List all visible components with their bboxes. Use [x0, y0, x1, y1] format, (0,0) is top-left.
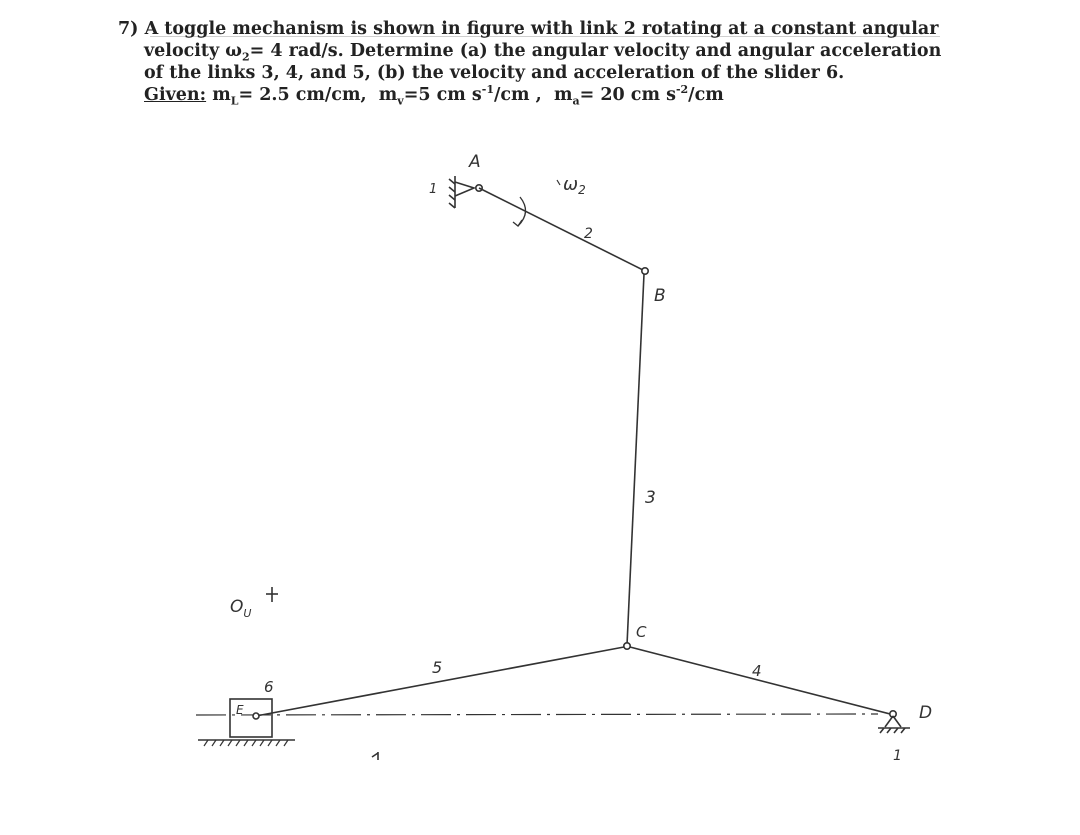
- label-e: E: [236, 703, 244, 717]
- label-link-2: 2: [584, 226, 593, 242]
- pin-b: [642, 268, 648, 274]
- problem-number: 7): [118, 19, 139, 39]
- given-label: Given:: [144, 85, 207, 105]
- label-link-4: 4: [752, 662, 762, 680]
- centerline: [196, 714, 878, 715]
- problem-line-2-text: = 4 rad/s. Determine (a) the angular velocity and angular acceleration: [249, 41, 942, 61]
- label-link-1-bottom: 1: [893, 748, 902, 764]
- link-2: [479, 188, 645, 271]
- pivot-d-support: [878, 711, 910, 733]
- pin-e: [253, 713, 259, 719]
- label-link-5: 5: [432, 658, 443, 677]
- label-c: C: [636, 623, 647, 641]
- ou-cross: [266, 587, 278, 602]
- omega-subscript: 2: [241, 50, 250, 64]
- ground-hatch: [204, 740, 288, 746]
- label-omega: $\omega_2$: [563, 174, 586, 197]
- given-mL: $m_L= 2.5$ cm/cm,: [212, 85, 367, 108]
- given-ma: $m_a= 20$ cm $s^{-2}/cm$: [553, 83, 724, 108]
- label-b: B: [654, 286, 666, 306]
- label-link-1-top: 1: [429, 182, 438, 197]
- link-4: [630, 647, 890, 714]
- problem-line-1-text: A toggle mechanism is shown in figure with link 2 rotating at a constant angular: [144, 19, 939, 39]
- label-a: A: [469, 152, 481, 172]
- pin-c: [624, 643, 630, 649]
- problem-line-3-text: of the links 3, 4, and 5, (b) the velocity and acceleration of the slider 6.: [144, 63, 845, 83]
- label-ou: $O_U$: [230, 597, 252, 620]
- label-link-3: 3: [645, 488, 656, 508]
- pivot-a-support: [449, 176, 474, 208]
- omega-symbol-text: velocity ω: [144, 41, 242, 61]
- label-d: D: [919, 703, 933, 723]
- link-3: [627, 274, 644, 645]
- given-mv: $m_v=5$ cm $s^{-1}/cm$ ,: [378, 83, 542, 108]
- label-link-6: 6: [264, 678, 274, 696]
